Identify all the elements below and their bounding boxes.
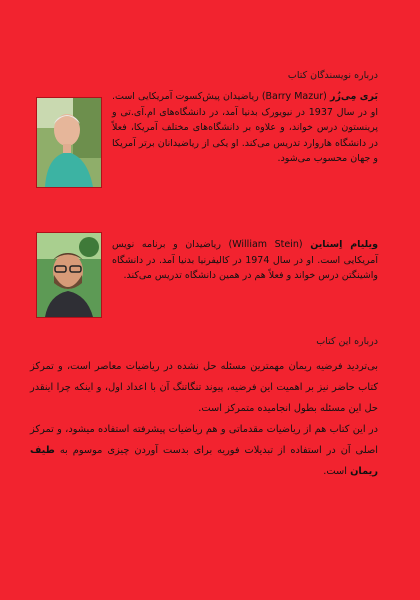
about-book-paragraph-2 [30,419,378,482]
about-book-paragraph-2-text: در این کتاب هم از ریاضیات مقدماتی و هم ریاضیات پیشرفته استفاده میشود، و تمرکز اصلی آن در استفاده از تبدیلات فوریه برای بدست آوردن چیزی موسوم به [30,424,378,456]
author-name: ویلیام اِستاین [310,239,378,250]
authors-heading: درباره نویسندگان کتاب [287,70,378,81]
author-latin-name: (William Stein) [228,239,303,250]
author-bio-text: ریاضیدان پیش‌کسوت آمریکایی است. او در سال 1937 در نیویورک بدنیا آمد، در دانشگاه‌های ام.آی.تی و پرینستون درس خواند، و علاوه بر دانشگاه‌های مختلف آمریکا، فعلاً در دانشگاه هاروارد تدریس می‌کند. او یکی از ریاضیدانان برتر آمریکا و جهان محسوب می‌شود. [112,91,378,164]
book-heading: درباره این کتاب [316,336,378,347]
about-book-paragraph-1: بی‌تردید فرضیه ریمان مهمترین مسئله حل نشده در ریاضیات معاصر است، و تمرکز کتاب حاضر نیز بر اهمیت این فرضیه، پیوند تنگاتنگ آن با اعداد اول، و اینکه چرا اینقدر حل این مسئله بطول انجامیده متمرکز است. [30,361,378,414]
about-book-text [30,356,378,482]
author-bio-william-stein [112,237,378,284]
author-latin-name: (Barry Mazur) [261,91,327,102]
author-photo-william-stein [36,232,102,318]
author-photo-barry-mazur [36,97,102,188]
author-bio-text: ریاضیدان و برنامه نویس آمریکایی است. او در سال 1974 در کالیفرنیا بدنیا آمد. در دانشگاه واشینگتن درس خواند و فعلاً هم در همین دانشگاه تدریس می‌کند. [112,239,378,281]
riemann-spectrum-term: طیف ریمان [30,445,378,477]
about-book-paragraph-2-end: است. [323,466,351,477]
author-bio-barry-mazur [112,89,378,167]
author-name: بَری مِی‌زُر [329,91,378,102]
